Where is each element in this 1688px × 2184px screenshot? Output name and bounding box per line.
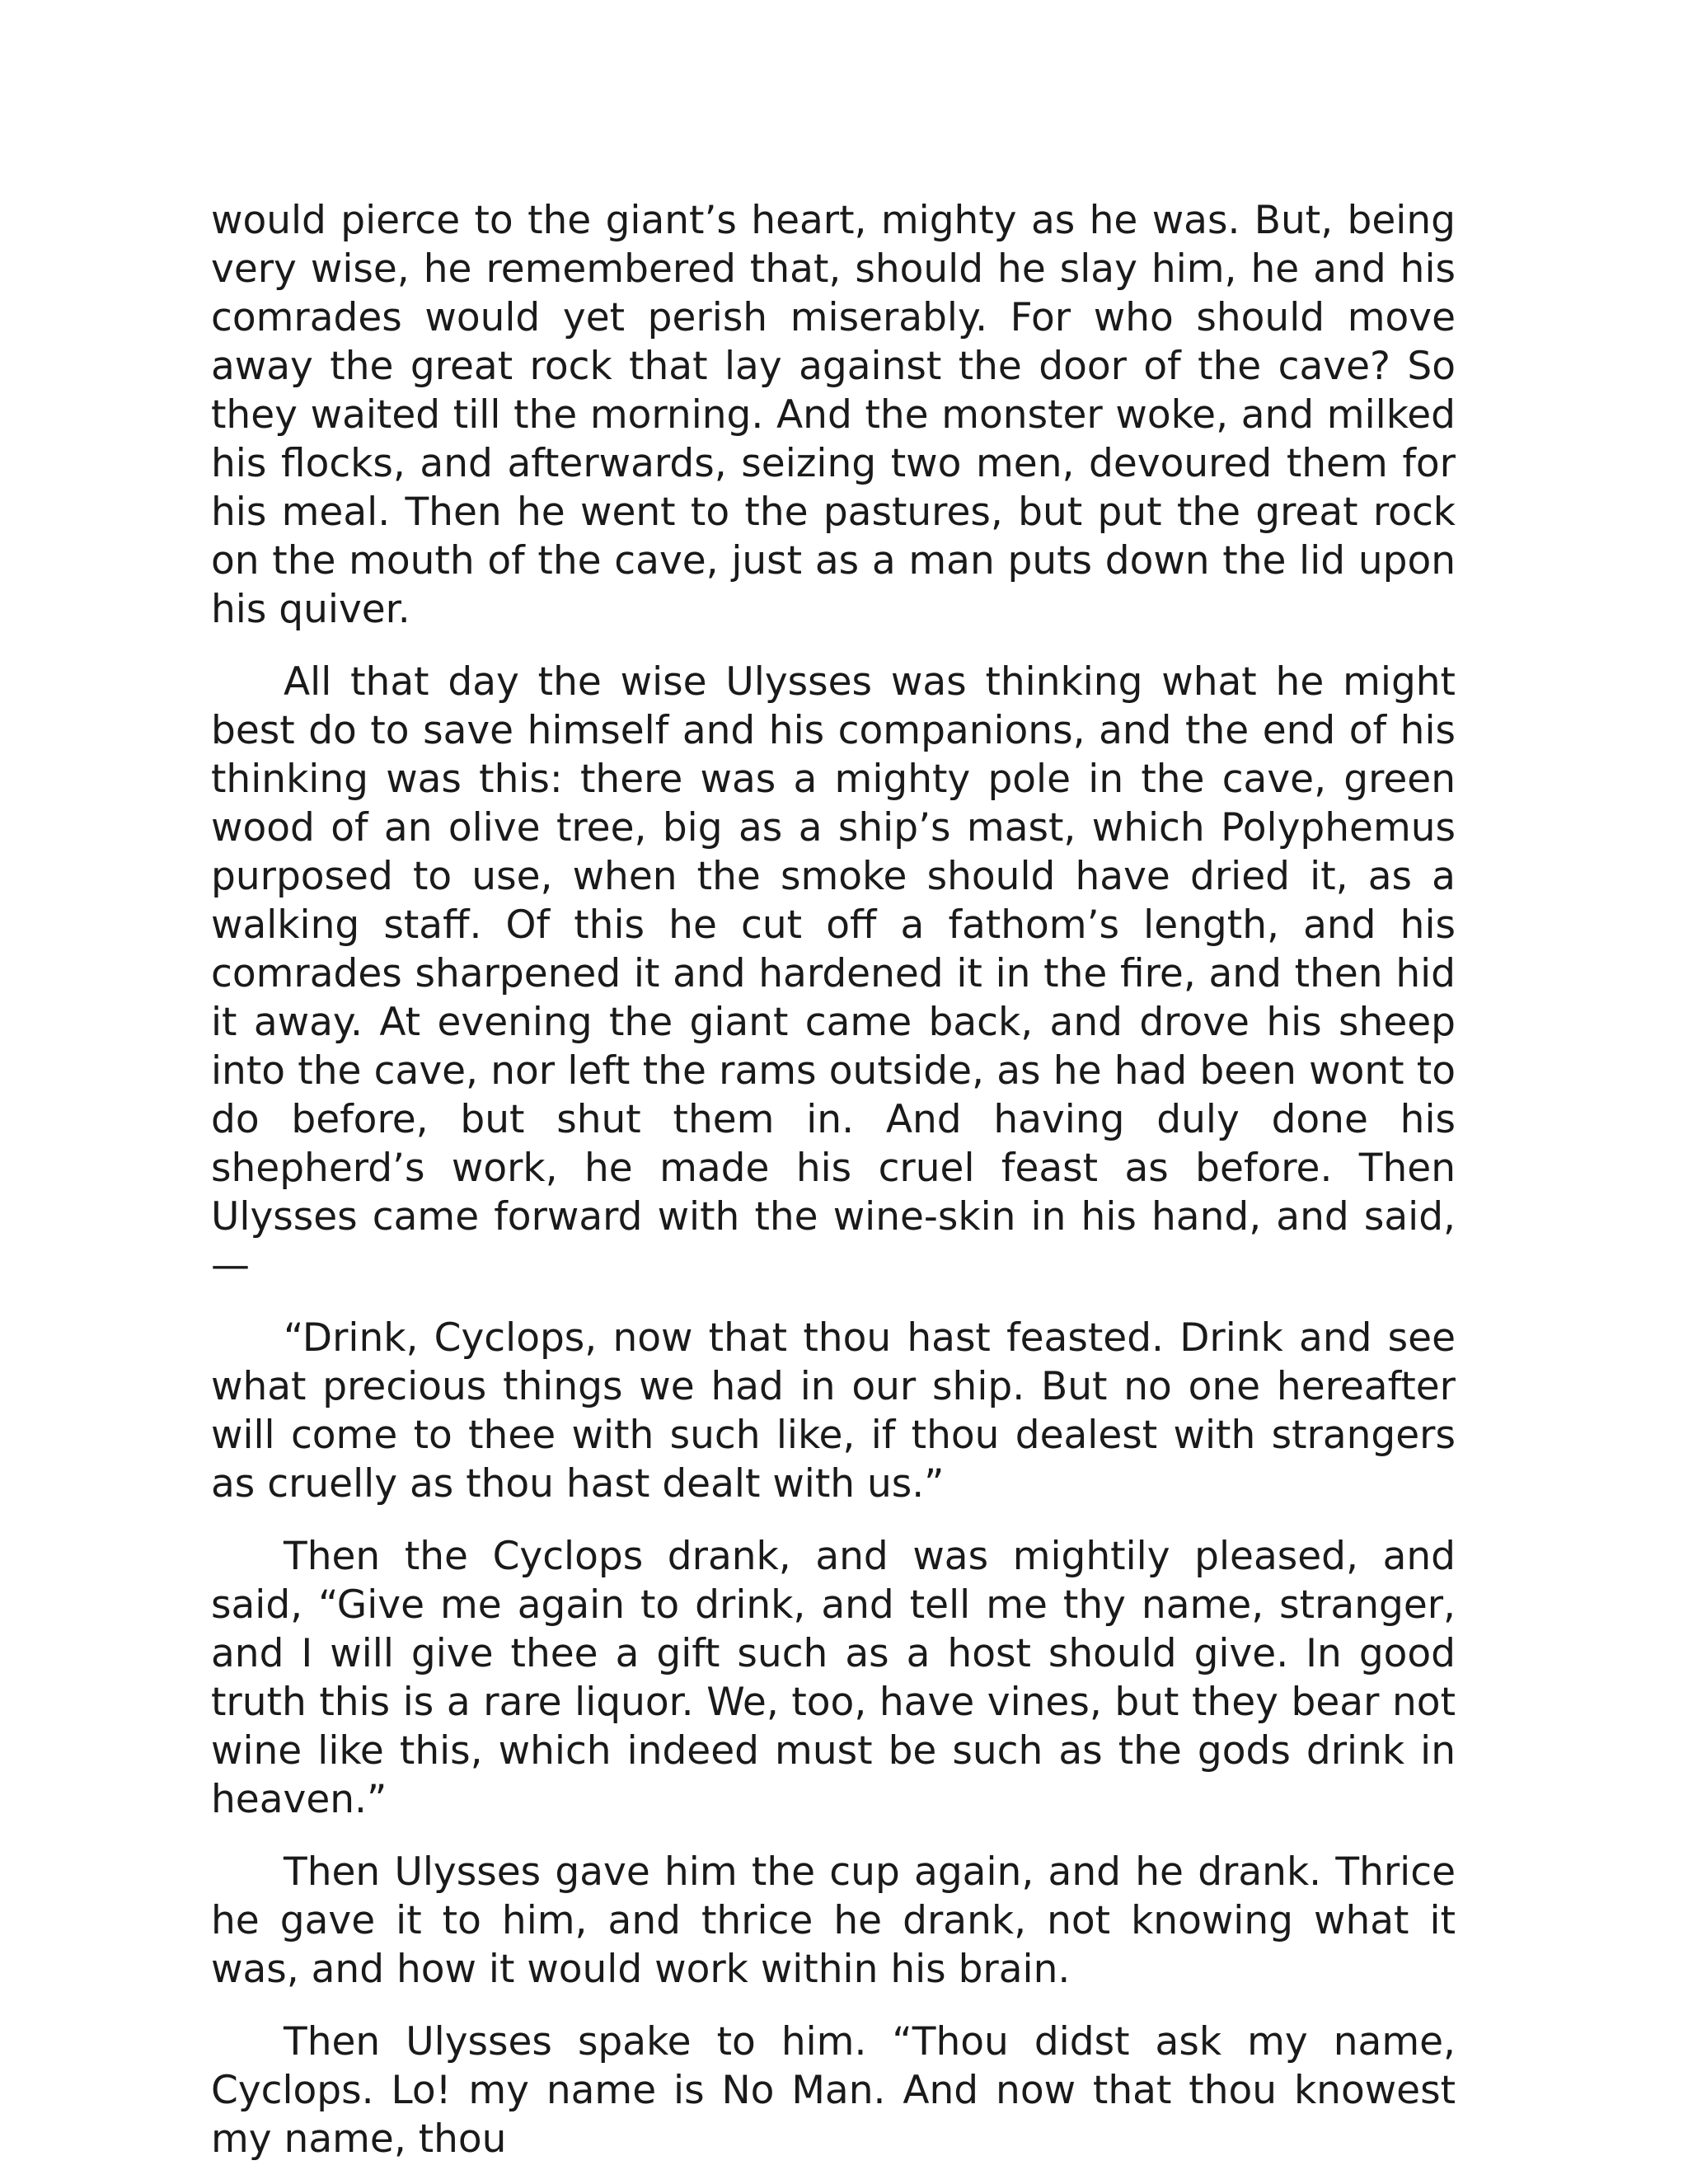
paragraph-cyclops-drank: Then the Cyclops drank, and was mightily pleased, and said, “Give me again to drink, and tell me thy name, stranger, and I will give thee a gift such as a host should give. In good truth this is a rare liquor. We, too, have vines, but they bear not wine like this, which indeed must be such as the gods drink in heaven.” [211,1534,1456,1822]
paragraph-ulysses-plan: All that day the wise Ulysses was thinking what he might best do to save himself and his companions, and the end of his thinking was this: there was a mighty pole in the cave, green wood of an olive tree, big as a ship’s mast, which Polyphemus purposed to use, when the smoke should have dried it, as a walking staff. Of this he cut off a fathom’s length, and his comrades sharpened it and hardened it in the fire, and then hid it away. At evening the giant came back, and drove his sheep into the cave, nor left the rams outside, as he had been wont to do before, but shut them in. And having duly done his shepherd’s work, he made his cruel feast as before. Then Ulysses came forward with the wine-skin in his hand, and said,— [211,659,1456,1288]
paragraph-drink-cyclops: “Drink, Cyclops, now that thou hast feasted. Drink and see what precious things we had in our ship. But no one hereafter will come to thee with such like, if thou dealest with strangers as cruelly as thou hast dealt with us.” [211,1315,1456,1507]
paragraph-cup-again: Then Ulysses gave him the cup again, and he drank. Thrice he gave it to him, and thrice he drank, not knowing what it was, and how it would work within his brain. [211,1849,1456,1992]
paragraph-no-man: Then Ulysses spake to him. “Thou didst ask my name, Cyclops. Lo! my name is No Man. And now that thou knowest my name, thou [211,2019,1456,2162]
paragraph-continuation: would pierce to the giant’s heart, mighty as he was. But, being very wise, he remembered that, should he slay him, he and his comrades would yet perish miserably. For who should move away the great rock that lay against the door of the cave? So they waited till the morning. And the monster woke, and milked his flocks, and afterwards, seizing two men, devoured them for his meal. Then he went to the pastures, but put the great rock on the mouth of the cave, just as a man puts down the lid upon his quiver. [211,198,1456,632]
book-page [211,196,1456,2163]
